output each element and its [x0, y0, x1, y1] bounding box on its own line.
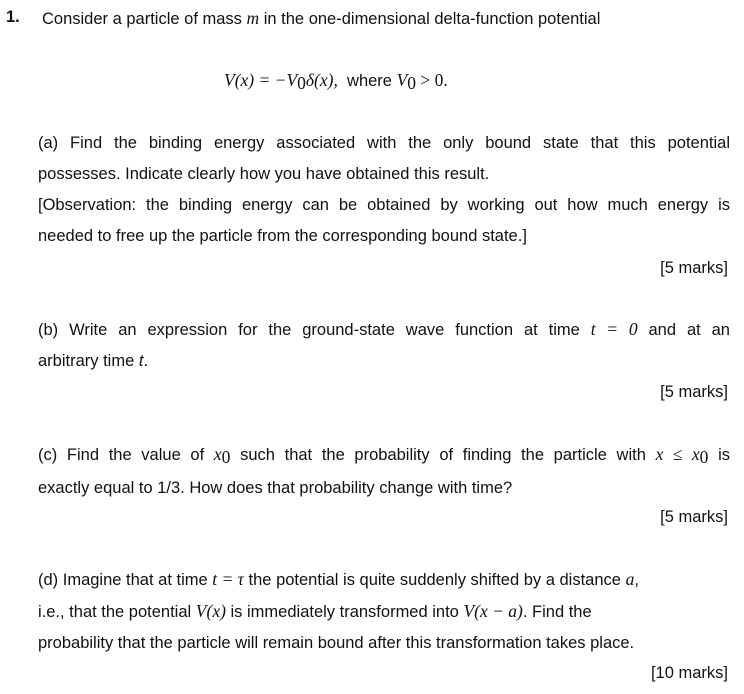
part-c-line-1-post: is	[718, 446, 731, 464]
part-b-line-2	[38, 346, 730, 377]
part-d-line-3: probability that the particle will remain bound after this transformation takes place.	[38, 634, 635, 652]
equation-rhs: δ(x),	[305, 70, 338, 90]
potential-equation	[224, 70, 448, 94]
part-c-line-2: exactly equal to 1/3. How does that probability change with time?	[38, 479, 513, 497]
part-c-ineq-sub: 0	[699, 447, 709, 467]
equation-where: where	[347, 72, 392, 90]
intro-rest-text: in the one-dimensional delta-function potential	[263, 10, 601, 28]
part-c-x0	[213, 444, 231, 467]
part-a-line-3: [Observation: the binding energy can be obtained by working out how much energy is	[38, 196, 730, 214]
equation-lhs-sub: 0	[297, 73, 306, 93]
part-d-shift-var: a	[625, 569, 635, 589]
part-b-line-2-pre: arbitrary time	[38, 352, 135, 370]
part-b-line-1-pre: (b) Write an expression for the ground-state wave function at time	[38, 321, 580, 339]
part-a-line-4: needed to free up the particle from the corresponding bound state.]	[38, 227, 527, 245]
part-c-x0-sub: 0	[221, 447, 231, 467]
part-c-marks: [5 marks]	[660, 508, 728, 526]
part-b-line-1-post: and at an	[648, 321, 730, 339]
question-header	[6, 8, 20, 27]
equation-cond-sub: 0	[407, 73, 417, 93]
part-a	[38, 128, 730, 252]
part-a-line-1: (a) Find the binding energy associated with the only bound state that this potential	[38, 134, 730, 152]
equation-lhs: V(x) = −V	[224, 70, 298, 90]
part-d-line-1-pre: (d) Imagine that at time	[38, 571, 208, 589]
part-d-marks: [10 marks]	[650, 664, 728, 682]
part-c-line-1	[38, 439, 730, 473]
mass-symbol: m	[246, 8, 260, 28]
part-d-line-2-post: . Find the	[522, 603, 592, 621]
part-b-time-var: t	[138, 352, 144, 370]
part-b	[38, 314, 730, 377]
question-number: 1.	[6, 8, 20, 26]
part-c-inequality	[655, 444, 709, 467]
part-d-line-2-pre: i.e., that the potential	[38, 603, 192, 621]
equation-cond-rest: > 0.	[416, 70, 448, 90]
part-b-line-1	[38, 314, 730, 346]
part-b-line-2-post: .	[143, 352, 149, 370]
part-c-line-1-pre: (c) Find the value of	[38, 446, 205, 464]
part-a-marks: [5 marks]	[660, 259, 728, 277]
part-d	[38, 564, 730, 659]
part-d-vxa: V(x − a)	[463, 601, 523, 621]
part-d-time-tau: t = τ	[212, 569, 244, 589]
part-c-x0-var: x	[213, 444, 222, 464]
part-c-ineq-var: x ≤ x	[655, 444, 700, 464]
part-c	[38, 439, 730, 504]
question-intro	[42, 8, 600, 29]
part-d-line-2-mid: is immediately transformed into	[230, 603, 459, 621]
part-d-vx: V(x)	[195, 601, 226, 621]
part-c-line-1-mid: such that the probability of finding the particle with	[240, 446, 646, 464]
part-d-line-2	[38, 596, 730, 628]
part-d-line-1-post: ,	[634, 571, 639, 589]
part-d-line-1	[38, 564, 730, 596]
part-b-marks: [5 marks]	[660, 383, 728, 401]
intro-text: Consider a particle of mass	[42, 10, 242, 28]
part-a-line-2: possesses. Indicate clearly how you have obtained this result.	[38, 165, 490, 183]
part-d-line-1-mid: the potential is quite suddenly shifted by a distance	[248, 571, 621, 589]
part-b-time-zero: t = 0	[590, 319, 638, 339]
equation-cond-v: V	[396, 70, 408, 90]
